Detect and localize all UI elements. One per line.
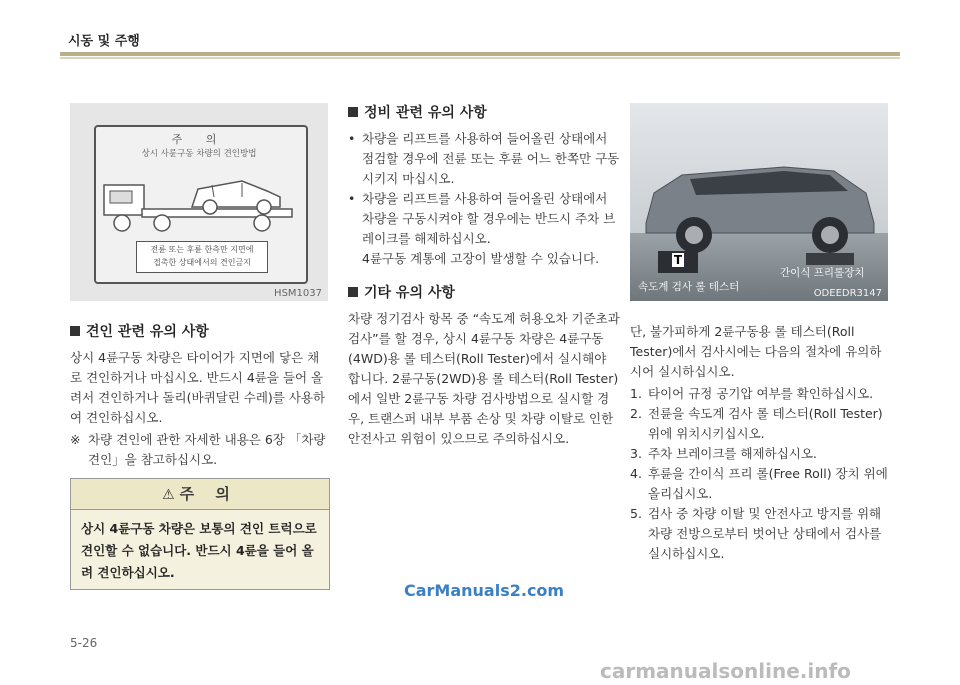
roll-test-steps xyxy=(630,384,888,564)
square-bullet-icon xyxy=(70,326,80,336)
header-rule xyxy=(60,52,900,56)
sign-subtitle: 상시 사륜구동 차량의 견인방법 xyxy=(141,149,257,159)
tow-truck-illustration xyxy=(102,161,302,241)
figure-code: HSM1037 xyxy=(274,288,322,299)
caution-header: ⚠ 주 의 xyxy=(71,479,329,510)
warning-triangle-icon: ⚠ xyxy=(162,487,180,503)
watermark-link[interactable]: CarManuals2.com xyxy=(404,581,565,600)
chapter-title: 시동 및 주행 xyxy=(68,34,140,49)
sign-title: 주 의 xyxy=(171,133,227,146)
towing-paragraph: 상시 4륜구동 차량은 타이어가 지면에 닿은 채로 견인하거나 마십시오. 반드시 4륜을 들어 올려서 견인하거나 돌리(바퀴달린 수레)를 사용하여 견인하십시오. xyxy=(70,350,326,425)
roll-test-intro: 단, 불가피하게 2륜구동용 롤 테스터(Roll Tester)에서 검사시에는 다음의 절차에 유의하시어 실시하십시오. xyxy=(630,324,882,379)
left-column xyxy=(70,322,328,470)
other-section-heading: 기타 유의 사항 xyxy=(348,283,620,303)
free-roll-device xyxy=(806,253,854,265)
caution-box xyxy=(70,478,330,590)
sign-caption-line2: 접촉한 상태에서의 견인금지 xyxy=(153,258,251,267)
reference-mark-icon: ※ xyxy=(70,432,81,447)
suv-illustration xyxy=(634,153,884,263)
roll-tester-sign: T xyxy=(673,253,683,267)
other-paragraph: 차량 정기검사 항목 중 “속도계 허용오차 기준초과 검사”를 할 경우, 상시 4륜구동 차량은 4륜구동(4WD)용 롤 테스터(Roll Tester)에서 실시해야 합니다. 2륜구동(2WD)용 롤 테스터(Roll Tester)에서 일반 2륜구동 차량 검사방법으로 실시할 경우, 트랜스퍼 내부 부품 손상 및 차량 이탈로 인한 안전사고 위험이 있으므로 주의하십시오. xyxy=(348,311,620,446)
reference-note xyxy=(70,430,328,470)
list-item: 5. 검사 중 차량 이탈 및 안전사고 방지를 위해 차량 전방으로부터 벗어난 상태에서 검사를 실시하십시오. xyxy=(630,506,882,561)
watermark-footer: carmanualsonline.info xyxy=(600,659,851,683)
caution-text: 상시 4륜구동 차량은 보통의 견인 트럭으로 견인할 수 없습니다. 반드시 4륜을 들어 올려 견인하십시오. xyxy=(81,521,317,580)
maintenance-list xyxy=(348,129,620,269)
maintenance-section-heading: 정비 관련 유의 사항 xyxy=(348,103,620,123)
list-item: 1. 타이어 규정 공기압 여부를 확인하십시오. xyxy=(630,386,874,401)
towing-section-heading: 견인 관련 유의 사항 xyxy=(70,322,328,342)
reference-note-text: 차량 견인에 관한 자세한 내용은 6장 「차량 견인」을 참고하십시오. xyxy=(88,432,326,467)
list-item-continuation: 4륜구동 계통에 고장이 발생할 수 있습니다. xyxy=(362,251,600,266)
right-column xyxy=(630,322,888,564)
list-item: • 차량을 리프트를 사용하여 들어올린 상태에서 점검할 경우에 전륜 또는 후륜 어느 한쪽만 구동시키지 마십시오. xyxy=(348,129,620,189)
free-roll-label: 간이식 프리롤장치 xyxy=(780,267,865,279)
roll-tester-figure xyxy=(630,103,888,301)
page-header xyxy=(0,0,960,60)
list-item: • 차량을 리프트를 사용하여 들어올린 상태에서 차량을 구동시켜야 할 경우에는 반드시 주차 브레이크를 해제하십시오. xyxy=(348,189,620,249)
towing-sign-figure xyxy=(70,103,328,301)
square-bullet-icon xyxy=(348,287,358,297)
square-bullet-icon xyxy=(348,107,358,117)
header-rule-light xyxy=(60,57,900,59)
list-item: 2. 전륜을 속도계 검사 롤 테스터(Roll Tester) 위에 위치시키십시오. xyxy=(630,406,883,441)
list-item: 3. 주차 브레이크를 해제하십시오. xyxy=(630,446,817,461)
middle-column xyxy=(348,103,620,449)
roll-tester-label: 속도계 검사 롤 테스터 xyxy=(638,281,740,293)
list-item: 4. 후륜을 간이식 프리 롤(Free Roll) 장치 위에 올리십시오. xyxy=(630,466,888,501)
sign-caption-line1: 전륜 또는 후륜 한측만 지면에 xyxy=(150,245,254,254)
page-number: 5-26 xyxy=(70,636,98,650)
figure-code: ODEEDR3147 xyxy=(813,288,882,299)
